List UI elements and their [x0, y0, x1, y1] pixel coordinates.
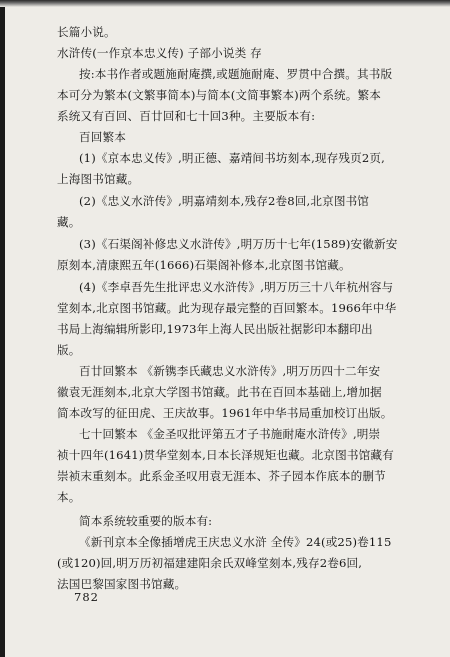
scan-left-edge	[0, 0, 5, 657]
text-line: 简本改写的征田虎、王庆故事。1961年中华书局重加校订出版。	[57, 406, 393, 420]
text-line: (2)《忠义水浒传》,明嘉靖刻本,残存2卷8回,北京图书馆	[79, 194, 370, 208]
text-line: 藏。	[57, 215, 81, 229]
text-line: 本可分为繁本(文繁事简本)与简本(文简事繁本)两个系统。繁本	[57, 88, 382, 102]
text-line: 原刻本,清康熙五年(1666)石渠阁补修本,北京图书馆藏。	[57, 258, 351, 272]
entry-heading: 水浒传(一作京本忠义传) 子部小说类 存	[57, 46, 262, 60]
scan-top-edge	[0, 0, 450, 7]
text-line: 祯十四年(1641)贯华堂刻本,日本长泽规矩也藏。北京图书馆藏有	[57, 448, 394, 462]
text-line: 版。	[57, 343, 81, 357]
text-line: 系统又有百回、百廿回和七十回3种。主要版本有:	[57, 109, 316, 123]
text-line: 百廿回繁本 《新镌李氏藏忠义水浒传》,明万历四十二年安	[79, 364, 381, 378]
text-line: 崇祯末重刻本。此系金圣叹用袁无涯本、芥子园本作底本的删节	[57, 469, 386, 483]
text-line: 徽袁无涯刻本,北京大学图书馆藏。此书在百回本基础上,增加据	[57, 385, 382, 399]
text-line: (4)《李卓吾先生批评忠义水浒传》,明万历三十八年杭州容与	[79, 280, 394, 294]
text-line: 书局上海编辑所影印,1973年上海人民出版社据影印本翻印出	[57, 322, 373, 336]
text-line: (1)《京本忠义传》,明正德、嘉靖间书坊刻本,现存残页2页,	[79, 151, 386, 165]
page-number: 782	[74, 590, 99, 604]
text-line: (3)《石渠阁补修忠义水浒传》,明万历十七年(1589)安徽新安	[79, 237, 398, 251]
text-line: 简本系统较重要的版本有:	[79, 514, 213, 528]
text-line: 本。	[57, 490, 81, 504]
text-line: 七十回繁本 《金圣叹批评第五才子书施耐庵水浒传》,明崇	[79, 427, 381, 441]
text-line: (或120)回,明万历初福建建阳余氏双峰堂刻本,残存2卷6回,	[57, 556, 363, 570]
text-line: 按:本书作者或题施耐庵撰,或题施耐庵、罗贯中合撰。其书版	[79, 67, 393, 81]
text-line: 长篇小说。	[57, 25, 116, 39]
text-line: 上海图书馆藏。	[57, 172, 140, 186]
text-line: 法国巴黎国家图书馆藏。	[57, 577, 187, 591]
section-heading: 百回繁本	[79, 130, 126, 144]
text-line: 堂刻本,北京图书馆藏。此为现存最完整的百回繁本。1966年中华	[57, 301, 397, 315]
text-line: 《新刊京本全像插增虎王庆忠义水浒 全传》24(或25)卷115	[79, 535, 392, 549]
